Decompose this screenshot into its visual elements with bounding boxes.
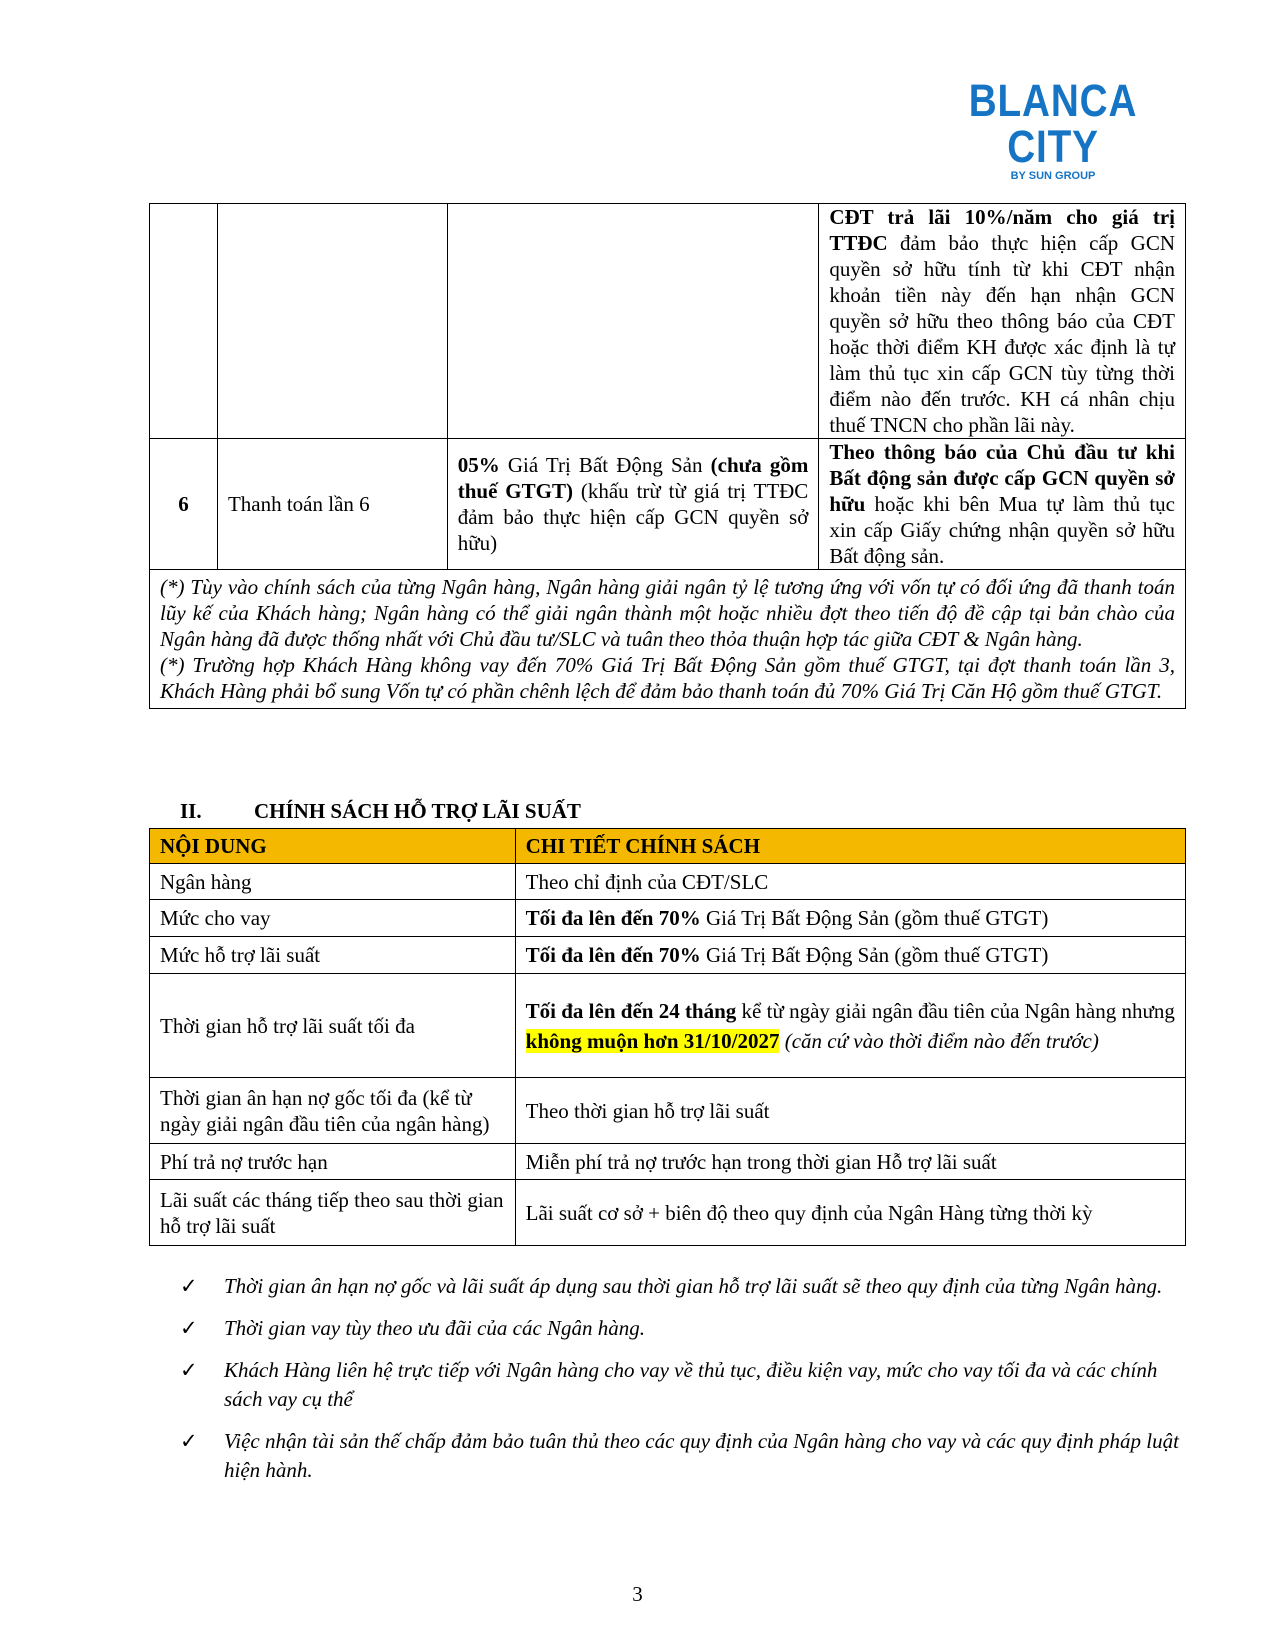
table-row — [150, 864, 1186, 900]
table-header-row — [150, 829, 1186, 864]
policy-label: Thời gian ân hạn nợ gốc tối đa (kể từ ngày giải ngân đầu tiên của ngân hàng) — [150, 1078, 516, 1144]
policy-label: Lãi suất các tháng tiếp theo sau thời gian hỗ trợ lãi suất — [150, 1180, 516, 1246]
table-row — [150, 937, 1186, 974]
table-row — [150, 1078, 1186, 1144]
section-heading — [180, 799, 581, 824]
policy-detail: Theo thời gian hỗ trợ lãi suất — [515, 1078, 1185, 1144]
table-row — [150, 439, 1186, 570]
policy-detail: Tối đa lên đến 24 tháng kể từ ngày giải ngân đầu tiên của Ngân hàng nhưng không muộn hơn 31/10/2027 (căn cứ vào thời điểm nào đến trước) — [515, 974, 1185, 1078]
deadline-highlight: không muộn hơn 31/10/2027 — [525, 1028, 780, 1053]
page-number: 3 — [632, 1582, 643, 1606]
policy-label: Mức hỗ trợ lãi suất — [150, 937, 516, 974]
table-row — [150, 900, 1186, 937]
section-number: II. — [180, 799, 202, 823]
table-row — [150, 1180, 1186, 1246]
table-row — [150, 974, 1186, 1078]
list-item: ✓ Thời gian vay tùy theo ưu đãi của các Ngân hàng. — [180, 1314, 1180, 1343]
policy-detail: Miễn phí trả nợ trước hạn trong thời gian Hỗ trợ lãi suất — [515, 1144, 1185, 1180]
policy-detail: Lãi suất cơ sở + biên độ theo quy định của Ngân Hàng từng thời kỳ — [515, 1180, 1185, 1246]
policy-detail: Theo chỉ định của CĐT/SLC — [515, 864, 1185, 900]
table-row — [150, 570, 1186, 709]
policy-detail: Tối đa lên đến 70% Giá Trị Bất Động Sản (gồm thuế GTGT) — [515, 937, 1185, 974]
note: (*) Tùy vào chính sách của từng Ngân hàng, Ngân hàng giải ngân tỷ lệ tương ứng với vốn tự có đối ứng đã thanh toán lũy kế của Khách hàng; Ngân hàng có thể giải ngân thành một hoặc nhiều đợt theo tiến độ đề cập tại bản chào của Ngân hàng đã được thống nhất với Chủ đầu tư/SLC và tuân theo thỏa thuận hợp tác giữa CĐT & Ngân hàng. — [160, 575, 1175, 651]
column-header: NỘI DUNG — [150, 829, 516, 864]
checkmark-icon: ✓ — [180, 1274, 198, 1298]
logo-brand: BLANCA CITY — [968, 75, 1138, 172]
payment-stage: Thanh toán lần 6 — [217, 439, 447, 570]
payment-amount-cell: 05% Giá Trị Bất Động Sản (chưa gồm thuế GTGT) (khấu trừ từ giá trị TTĐC đảm bảo thực hiện cấp GCN quyền sở hữu) — [447, 439, 819, 570]
interest-terms-cell: CĐT trả lãi 10%/năm cho giá trị TTĐC đảm bảo thực hiện cấp GCN quyền sở hữu tính từ khi CĐT nhận khoản tiền này đến hạn nhận GCN quyền sở hữu theo thông báo của CĐT hoặc thời điểm KH được xác định là tự làm thủ tục xin cấp GCN tùy từng thời điểm nào đến trước. KH cá nhân chịu thuế TNCN cho phần lãi này. — [819, 204, 1186, 439]
notes-list — [180, 1272, 1180, 1498]
brand-logo — [935, 75, 1171, 183]
column-header: CHI TIẾT CHÍNH SÁCH — [515, 829, 1185, 864]
payment-schedule-table — [149, 203, 1186, 709]
notes-cell — [150, 570, 1186, 709]
table-row — [150, 1144, 1186, 1180]
policy-label: Mức cho vay — [150, 900, 516, 937]
section-title: CHÍNH SÁCH HỖ TRỢ LÃI SUẤT — [254, 799, 581, 823]
policy-label: Phí trả nợ trước hạn — [150, 1144, 516, 1180]
policy-detail: Tối đa lên đến 70% Giá Trị Bất Động Sản (gồm thuế GTGT) — [515, 900, 1185, 937]
checkmark-icon: ✓ — [180, 1358, 198, 1382]
checkmark-icon: ✓ — [180, 1316, 198, 1340]
policy-label: Ngân hàng — [150, 864, 516, 900]
policy-label: Thời gian hỗ trợ lãi suất tối đa — [150, 974, 516, 1078]
list-item: ✓ Khách Hàng liên hệ trực tiếp với Ngân hàng cho vay về thủ tục, điều kiện vay, mức cho vay tối đa và các chính sách vay cụ thể — [180, 1358, 1158, 1411]
list-item: ✓ Việc nhận tài sản thế chấp đảm bảo tuân thủ theo các quy định của Ngân hàng cho vay và các quy định pháp luật hiện hành. — [180, 1429, 1179, 1482]
note: (*) Trường hợp Khách Hàng không vay đến 70% Giá Trị Bất Động Sản gồm thuế GTGT, tại đợt thanh toán lần 3, Khách Hàng phải bổ sung Vốn tự có phần chênh lệch để đảm bảo thanh toán đủ 70% Giá Trị Căn Hộ gồm thuế GTGT. — [160, 653, 1175, 703]
checkmark-icon: ✓ — [180, 1429, 198, 1453]
logo-tagline: BY SUN GROUP — [1010, 170, 1096, 182]
list-item: ✓ Thời gian ân hạn nợ gốc và lãi suất áp dụng sau thời gian hỗ trợ lãi suất sẽ theo quy định của từng Ngân hàng. — [180, 1272, 1180, 1301]
payment-timing-cell: Theo thông báo của Chủ đầu tư khi Bất động sản được cấp GCN quyền sở hữu hoặc khi bên Mua tự làm thủ tục xin cấp Giấy chứng nhận quyền sở hữu Bất động sản. — [819, 439, 1186, 570]
table-row — [150, 204, 1186, 439]
interest-support-table — [149, 828, 1186, 1246]
row-number: 6 — [150, 439, 218, 570]
